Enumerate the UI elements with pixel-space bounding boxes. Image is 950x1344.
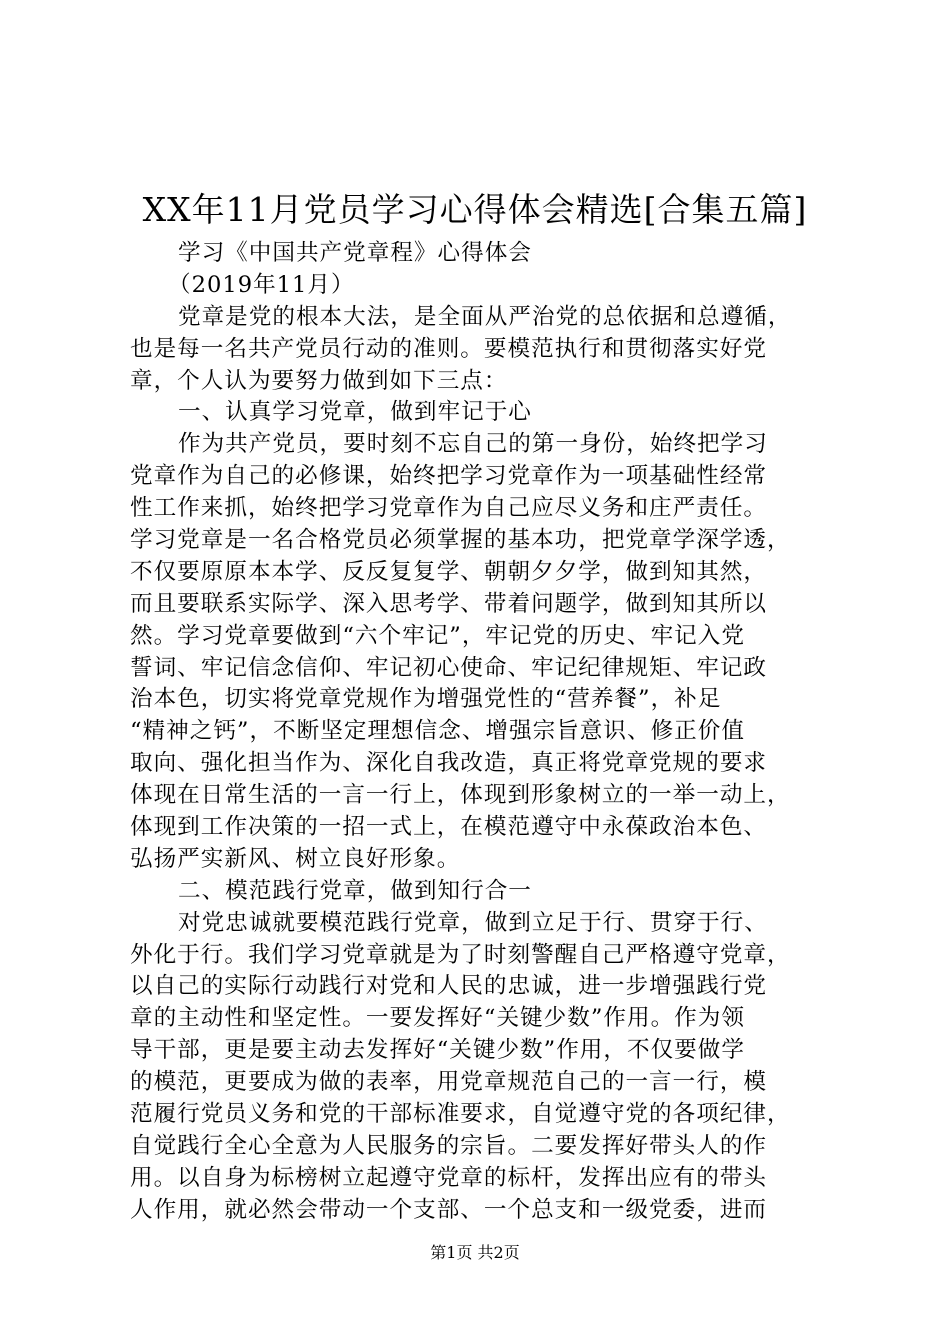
paragraph-line: 不仅要原原本本学、反反复复学、朝朝夕夕学，做到知其然，	[130, 558, 768, 585]
paragraph-line: 然。学习党章要做到“六个牢记”，牢记党的历史、牢记入党	[130, 622, 745, 649]
section-heading: 二、模范践行党章，做到知行合一	[178, 877, 532, 904]
paragraph-line: 体现到工作决策的一招一式上，在模范遵守中永葆政治本色、	[130, 814, 768, 841]
document-title: XX年11月党员学习心得体会精选[合集五篇]	[142, 190, 808, 229]
paragraph-line: 治本色，切实将党章党规作为增强党性的“营养餐”，补足	[130, 686, 722, 713]
paragraph-line: 弘扬严实新风、树立良好形象。	[130, 845, 461, 872]
paragraph-line: 章，个人认为要努力做到如下三点：	[130, 367, 508, 394]
paragraph-line: 人作用，就必然会带动一个支部、一个总支和一级党委，进而	[130, 1196, 768, 1223]
paragraph-line: 的模范，更要成为做的表率，用党章规范自己的一言一行，模	[130, 1069, 768, 1096]
paragraph-line: 自觉践行全心全意为人民服务的宗旨。二要发挥好带头人的作	[130, 1132, 768, 1159]
paragraph-line: 性工作来抓，始终把学习党章作为自己应尽义务和庄严责任。	[130, 495, 768, 522]
section-heading: 一、认真学习党章，做到牢记于心	[178, 399, 532, 426]
paragraph-line: 取向、强化担当作为、深化自我改造，真正将党章党规的要求	[130, 750, 768, 777]
paragraph-line: 章的主动性和坚定性。一要发挥好“关键少数”作用。作为领	[130, 1005, 745, 1032]
paragraph-line: 誓词、牢记信念信仰、牢记初心使命、牢记纪律规矩、牢记政	[130, 654, 768, 681]
date-line: （2019年11月）	[168, 271, 355, 298]
document-body	[130, 238, 830, 1227]
paragraph-line: 范履行党员义务和党的干部标准要求，自觉遵守党的各项纪律，	[130, 1101, 791, 1128]
paragraph-line: 党章是党的根本大法，是全面从严治党的总依据和总遵循，	[178, 303, 792, 330]
paragraph-line: 对党忠诚就要模范践行党章，做到立足于行、贯穿于行、	[178, 909, 768, 936]
paragraph-line: 学习党章是一名合格党员必须掌握的基本功，把党章学深学透，	[130, 527, 791, 554]
page-footer: 第1页 共2页	[430, 1243, 520, 1262]
subtitle-line: 学习《中国共产党章程》心得体会	[178, 240, 532, 266]
paragraph-line: 党章作为自己的必修课，始终把学习党章作为一项基础性经常	[130, 463, 768, 490]
paragraph-line: “精神之钙”，不断坚定理想信念、增强宗旨意识、修正价值	[130, 718, 745, 745]
paragraph-line: 导干部，更是要主动去发挥好“关键少数”作用，不仅要做学	[130, 1037, 745, 1064]
paragraph-line: 以自己的实际行动践行对党和人民的忠诚，进一步增强践行党	[130, 973, 768, 1000]
paragraph-line: 作为共产党员，要时刻不忘自己的第一身份，始终把学习	[178, 431, 768, 458]
paragraph-line: 外化于行。我们学习党章就是为了时刻警醒自己严格遵守党章，	[130, 941, 791, 968]
paragraph-line: 也是每一名共产党员行动的准则。要模范执行和贯彻落实好党	[130, 335, 768, 362]
paragraph-line: 体现在日常生活的一言一行上，体现到形象树立的一举一动上，	[130, 782, 791, 809]
paragraph-line: 而且要联系实际学、深入思考学、带着问题学，做到知其所以	[130, 590, 768, 617]
paragraph-line: 用。以自身为标榜树立起遵守党章的标杆，发挥出应有的带头	[130, 1164, 768, 1191]
